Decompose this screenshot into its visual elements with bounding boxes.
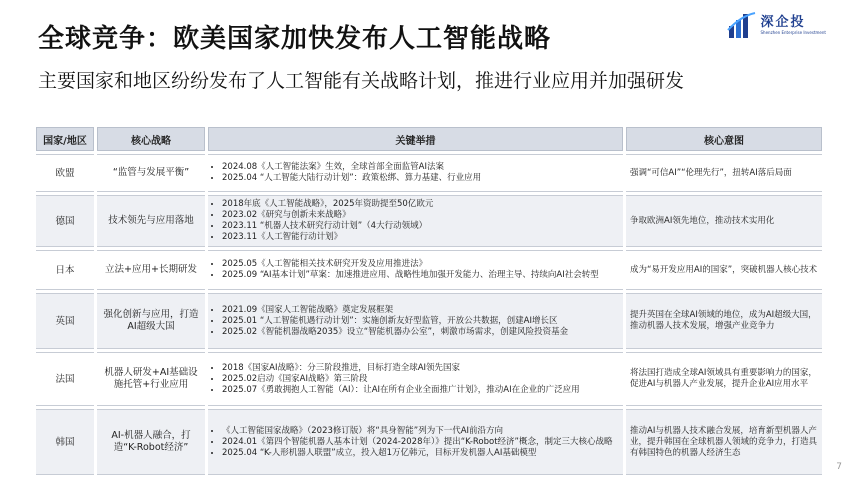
table-row	[36, 154, 822, 192]
measure-item: • 2025.01 “人工智能机遇行动计划”：实施创新友好型监管，开放公共数据，创建AI增长区	[222, 316, 619, 327]
logo-name-en: Shenzhen Enterprise Investment	[760, 29, 826, 35]
row-measures	[208, 250, 623, 290]
row-strategy: 强化创新与应用，打造AI超级大国	[97, 293, 205, 349]
table-row	[36, 195, 822, 247]
row-country: 法国	[36, 352, 94, 406]
row-strategy: 技术领先与应用落地	[97, 195, 205, 247]
page-subtitle: 主要国家和地区纷纷发布了人工智能有关战略计划，推进行业应用并加强研发	[38, 70, 685, 92]
company-logo	[727, 10, 826, 40]
measure-item: • 2025.04 “人工智能大陆行动计划”：政策松绑、算力基建、行业应用	[222, 173, 619, 184]
logo-name-cn: 深企投	[760, 14, 806, 30]
header-intent: 核心意图	[626, 127, 822, 151]
logo-bars-icon	[727, 10, 757, 40]
row-country: 英国	[36, 293, 94, 349]
row-strategy: 机器人研发+AI基础设施托管+行业应用	[97, 352, 205, 406]
row-intent: 推动AI与机器人技术融合发展，培育新型机器人产业，提升韩国在全球机器人领域的竞争力，打造具有韩国特色的机器人经济生态	[626, 409, 822, 475]
table-row	[36, 352, 822, 406]
row-intent: 争取欧洲AI领先地位，推动技术实用化	[626, 195, 822, 247]
measure-item: • 2023.02《研究与创新未来战略》	[222, 210, 619, 221]
row-country: 日本	[36, 250, 94, 290]
row-country: 欧盟	[36, 154, 94, 192]
row-measures	[208, 293, 623, 349]
measure-item: • 2025.07《勇敢拥抱人工智能（AI）：让AI在所有企业全面推广计划》，推动AI在企业的广泛应用	[222, 385, 619, 396]
row-strategy: “监管与发展平衡”	[97, 154, 205, 192]
row-measures	[208, 352, 623, 406]
page-number: 7	[836, 462, 842, 472]
measure-item: • 2021.09《国家人工智能战略》奠定发展框架	[222, 305, 619, 316]
row-country: 韩国	[36, 409, 94, 475]
row-intent: 强调“可信AI”“伦理先行”，扭转AI落后局面	[626, 154, 822, 192]
measure-item: • 2023.11《人工智能行动计划》	[222, 232, 619, 243]
measure-item: • 2023.11 “机器人技术研究行动计划”（4大行动领域）	[222, 221, 619, 232]
row-measures	[208, 154, 623, 192]
table-header-row	[36, 127, 822, 151]
measure-item: • 2018《国家AI战略》：分三阶段推进，目标打造全球AI领先国家	[222, 363, 619, 374]
header-measures: 关键举措	[208, 127, 623, 151]
measure-item: • 2025.02《智能机器战略2035》设立“智能机器办公室”，刺激市场需求，创建风险投资基金	[222, 327, 619, 338]
measure-item: • 2025.09 “AI基本计划”草案：加速推进应用、战略性地加强开发能力、治理主导、持续向AI社会转型	[222, 270, 619, 281]
row-intent: 提升英国在全球AI领域的地位，成为AI超级大国，推动机器人技术发展，增强产业竞争力	[626, 293, 822, 349]
header-country: 国家/地区	[36, 127, 94, 151]
row-country: 德国	[36, 195, 94, 247]
row-intent: 将法国打造成全球AI领域具有重要影响力的国家，促进AI与机器人产业发展，提升企业AI应用水平	[626, 352, 822, 406]
measure-item: • 《人工智能国家战略》（2023修订版）将“具身智能”列为下一代AI前沿方向	[222, 426, 619, 437]
table-row	[36, 409, 822, 475]
measure-item: • 2025.02启动《国家AI战略》第三阶段	[222, 374, 619, 385]
table-row	[36, 250, 822, 290]
header-strategy: 核心战略	[97, 127, 205, 151]
row-measures	[208, 409, 623, 475]
measure-item: • 2024.01《第四个智能机器人基本计划（2024-2028年）》提出“K-Robot经济”概念，制定三大核心战略	[222, 437, 619, 448]
strategy-table	[33, 124, 825, 478]
row-intent: 成为“易开发应用AI的国家”，突破机器人核心技术	[626, 250, 822, 290]
measure-item: • 2018年底《人工智能战略》，2025年资助提至50亿欧元	[222, 199, 619, 210]
row-measures	[208, 195, 623, 247]
row-strategy: AI-机器人融合，打造“K-Robot经济”	[97, 409, 205, 475]
row-strategy: 立法+应用+长期研发	[97, 250, 205, 290]
measure-item: • 2025.05《人工智能相关技术研究开发及应用推进法》	[222, 259, 619, 270]
measure-item: • 2024.08《人工智能法案》生效，全球首部全面监管AI法案	[222, 162, 619, 173]
measure-item: • 2025.04 “K-人形机器人联盟”成立，投入超1万亿韩元，目标开发机器人AI基础模型	[222, 448, 619, 459]
table-row	[36, 293, 822, 349]
page-title: 全球竞争：欧美国家加快发布人工智能战略	[38, 24, 552, 54]
